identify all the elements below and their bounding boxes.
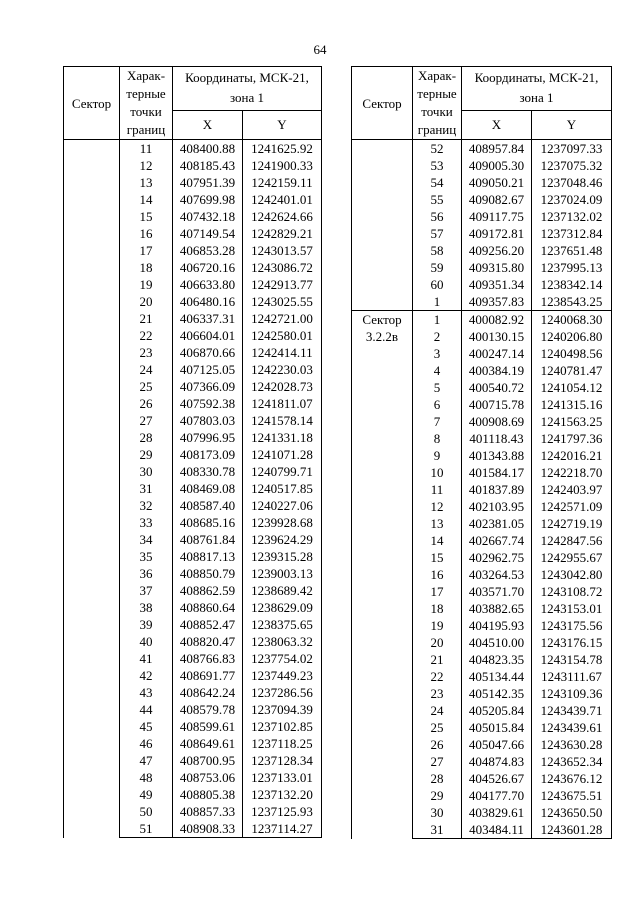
point-number-cell: 55: [413, 191, 462, 208]
y-coordinate-cell: 1237449.23: [243, 667, 322, 684]
point-number-cell: 36: [120, 565, 173, 582]
point-number-cell: 41: [120, 650, 173, 667]
x-coordinate-cell: 402962.75: [462, 549, 532, 566]
point-number-cell: 50: [120, 803, 173, 820]
y-coordinate-cell: 1237132.20: [243, 786, 322, 803]
point-number-cell: 13: [120, 174, 173, 191]
y-coordinate-cell: 1237651.48: [532, 242, 612, 259]
y-coordinate-cell: 1239928.68: [243, 514, 322, 531]
point-number-cell: 2: [413, 328, 462, 345]
table-body-left: [64, 140, 322, 838]
y-coordinate-cell: 1237995.13: [532, 259, 612, 276]
point-number-cell: 16: [120, 225, 173, 242]
y-coordinate-cell: 1237133.01: [243, 769, 322, 786]
point-number-cell: 21: [120, 310, 173, 327]
header-coords: Координаты, МСК-21, зона 1: [462, 67, 612, 111]
header-x: X: [462, 110, 532, 139]
point-number-cell: 57: [413, 225, 462, 242]
x-coordinate-cell: 408862.59: [173, 582, 243, 599]
y-coordinate-cell: 1243650.50: [532, 804, 612, 821]
x-coordinate-cell: 407996.95: [173, 429, 243, 446]
x-coordinate-cell: 404177.70: [462, 787, 532, 804]
y-coordinate-cell: 1243086.72: [243, 259, 322, 276]
point-number-cell: 11: [120, 140, 173, 158]
y-coordinate-cell: 1243042.80: [532, 566, 612, 583]
point-number-cell: 4: [413, 362, 462, 379]
x-coordinate-cell: 407125.05: [173, 361, 243, 378]
point-number-cell: 12: [413, 498, 462, 515]
y-coordinate-cell: 1238063.32: [243, 633, 322, 650]
y-coordinate-cell: 1242829.21: [243, 225, 322, 242]
y-coordinate-cell: 1241315.16: [532, 396, 612, 413]
y-coordinate-cell: 1240498.56: [532, 345, 612, 362]
x-coordinate-cell: 407366.09: [173, 378, 243, 395]
x-coordinate-cell: 409050.21: [462, 174, 532, 191]
point-number-cell: 47: [120, 752, 173, 769]
x-coordinate-cell: 400384.19: [462, 362, 532, 379]
x-coordinate-cell: 408700.95: [173, 752, 243, 769]
y-coordinate-cell: 1237118.25: [243, 735, 322, 752]
y-coordinate-cell: 1242414.11: [243, 344, 322, 361]
header-points: Харак-терные точки границ: [120, 67, 173, 140]
point-number-cell: 22: [413, 668, 462, 685]
y-coordinate-cell: 1237094.39: [243, 701, 322, 718]
y-coordinate-cell: 1238689.42: [243, 582, 322, 599]
point-number-cell: 35: [120, 548, 173, 565]
x-coordinate-cell: 401837.89: [462, 481, 532, 498]
y-coordinate-cell: 1238342.14: [532, 276, 612, 293]
x-coordinate-cell: 408820.47: [173, 633, 243, 650]
y-coordinate-cell: 1241900.33: [243, 157, 322, 174]
x-coordinate-cell: 408469.08: [173, 480, 243, 497]
x-coordinate-cell: 408957.84: [462, 140, 532, 158]
x-coordinate-cell: 406604.01: [173, 327, 243, 344]
x-coordinate-cell: 407149.54: [173, 225, 243, 242]
y-coordinate-cell: 1243439.71: [532, 702, 612, 719]
x-coordinate-cell: 403882.65: [462, 600, 532, 617]
point-number-cell: 18: [413, 600, 462, 617]
y-coordinate-cell: 1237102.85: [243, 718, 322, 735]
y-coordinate-cell: 1243013.57: [243, 242, 322, 259]
y-coordinate-cell: 1238375.65: [243, 616, 322, 633]
point-number-cell: 40: [120, 633, 173, 650]
y-coordinate-cell: 1242571.09: [532, 498, 612, 515]
y-coordinate-cell: 1241054.12: [532, 379, 612, 396]
point-number-cell: 25: [120, 378, 173, 395]
x-coordinate-cell: 408805.38: [173, 786, 243, 803]
point-number-cell: 10: [413, 464, 462, 481]
x-coordinate-cell: 408753.06: [173, 769, 243, 786]
y-coordinate-cell: 1242580.01: [243, 327, 322, 344]
table-body-right: [352, 140, 612, 839]
point-number-cell: 46: [120, 735, 173, 752]
x-coordinate-cell: 405015.84: [462, 719, 532, 736]
x-coordinate-cell: 406853.28: [173, 242, 243, 259]
y-coordinate-cell: 1242403.97: [532, 481, 612, 498]
point-number-cell: 33: [120, 514, 173, 531]
y-coordinate-cell: 1237048.46: [532, 174, 612, 191]
y-coordinate-cell: 1237312.84: [532, 225, 612, 242]
x-coordinate-cell: 402381.05: [462, 515, 532, 532]
y-coordinate-cell: 1242028.73: [243, 378, 322, 395]
x-coordinate-cell: 408587.40: [173, 497, 243, 514]
coordinates-table-right: [351, 66, 612, 839]
y-coordinate-cell: 1241625.92: [243, 140, 322, 158]
y-coordinate-cell: 1242230.03: [243, 361, 322, 378]
y-coordinate-cell: 1242913.77: [243, 276, 322, 293]
x-coordinate-cell: 407699.98: [173, 191, 243, 208]
header-coords: Координаты, МСК-21, зона 1: [173, 67, 322, 111]
x-coordinate-cell: 404526.67: [462, 770, 532, 787]
x-coordinate-cell: 404510.00: [462, 634, 532, 651]
x-coordinate-cell: 407432.18: [173, 208, 243, 225]
point-number-cell: 28: [413, 770, 462, 787]
coordinates-table-left: [63, 66, 322, 838]
y-coordinate-cell: 1243153.01: [532, 600, 612, 617]
x-coordinate-cell: 408185.43: [173, 157, 243, 174]
y-coordinate-cell: 1240206.80: [532, 328, 612, 345]
point-number-cell: 15: [413, 549, 462, 566]
y-coordinate-cell: 1239315.28: [243, 548, 322, 565]
x-coordinate-cell: 408599.61: [173, 718, 243, 735]
point-number-cell: 24: [413, 702, 462, 719]
sector-cell: [352, 140, 413, 311]
point-number-cell: 19: [413, 617, 462, 634]
point-number-cell: 29: [413, 787, 462, 804]
x-coordinate-cell: 409315.80: [462, 259, 532, 276]
x-coordinate-cell: 408852.47: [173, 616, 243, 633]
point-number-cell: 3: [413, 345, 462, 362]
y-coordinate-cell: 1243630.28: [532, 736, 612, 753]
y-coordinate-cell: 1241331.18: [243, 429, 322, 446]
point-number-cell: 11: [413, 481, 462, 498]
point-number-cell: 14: [413, 532, 462, 549]
y-coordinate-cell: 1243154.78: [532, 651, 612, 668]
point-number-cell: 54: [413, 174, 462, 191]
point-number-cell: 23: [413, 685, 462, 702]
point-number-cell: 56: [413, 208, 462, 225]
y-coordinate-cell: 1243439.61: [532, 719, 612, 736]
y-coordinate-cell: 1241797.36: [532, 430, 612, 447]
y-coordinate-cell: 1237125.93: [243, 803, 322, 820]
y-coordinate-cell: 1243175.56: [532, 617, 612, 634]
x-coordinate-cell: 408857.33: [173, 803, 243, 820]
y-coordinate-cell: 1243109.36: [532, 685, 612, 702]
point-number-cell: 42: [120, 667, 173, 684]
y-coordinate-cell: 1239003.13: [243, 565, 322, 582]
y-coordinate-cell: 1238543.25: [532, 293, 612, 311]
x-coordinate-cell: 406337.31: [173, 310, 243, 327]
y-coordinate-cell: 1242719.19: [532, 515, 612, 532]
header-sector: Сектор: [352, 67, 413, 140]
x-coordinate-cell: 408173.09: [173, 446, 243, 463]
y-coordinate-cell: 1237132.02: [532, 208, 612, 225]
point-number-cell: 25: [413, 719, 462, 736]
x-coordinate-cell: 408766.83: [173, 650, 243, 667]
point-number-cell: 38: [120, 599, 173, 616]
point-number-cell: 8: [413, 430, 462, 447]
point-number-cell: 20: [120, 293, 173, 310]
x-coordinate-cell: 404195.93: [462, 617, 532, 634]
y-coordinate-cell: 1241578.14: [243, 412, 322, 429]
x-coordinate-cell: 400082.92: [462, 311, 532, 329]
y-coordinate-cell: 1243652.34: [532, 753, 612, 770]
point-number-cell: 37: [120, 582, 173, 599]
point-number-cell: 24: [120, 361, 173, 378]
header-y: Y: [243, 110, 322, 139]
point-number-cell: 22: [120, 327, 173, 344]
x-coordinate-cell: 405205.84: [462, 702, 532, 719]
y-coordinate-cell: 1241071.28: [243, 446, 322, 463]
point-number-cell: 23: [120, 344, 173, 361]
point-number-cell: 27: [413, 753, 462, 770]
x-coordinate-cell: 408850.79: [173, 565, 243, 582]
x-coordinate-cell: 405142.35: [462, 685, 532, 702]
point-number-cell: 17: [120, 242, 173, 259]
x-coordinate-cell: 408860.64: [173, 599, 243, 616]
x-coordinate-cell: 403484.11: [462, 821, 532, 839]
point-number-cell: 31: [413, 821, 462, 839]
x-coordinate-cell: 404823.35: [462, 651, 532, 668]
point-number-cell: 39: [120, 616, 173, 633]
y-coordinate-cell: 1241811.07: [243, 395, 322, 412]
y-coordinate-cell: 1243176.15: [532, 634, 612, 651]
x-coordinate-cell: 408649.61: [173, 735, 243, 752]
x-coordinate-cell: 409082.67: [462, 191, 532, 208]
x-coordinate-cell: 408579.78: [173, 701, 243, 718]
x-coordinate-cell: 406720.16: [173, 259, 243, 276]
point-number-cell: 29: [120, 446, 173, 463]
point-number-cell: 6: [413, 396, 462, 413]
x-coordinate-cell: 408691.77: [173, 667, 243, 684]
point-number-cell: 1: [413, 311, 462, 329]
x-coordinate-cell: 409357.83: [462, 293, 532, 311]
x-coordinate-cell: 407951.39: [173, 174, 243, 191]
point-number-cell: 1: [413, 293, 462, 311]
point-number-cell: 27: [120, 412, 173, 429]
point-number-cell: 28: [120, 429, 173, 446]
x-coordinate-cell: 409256.20: [462, 242, 532, 259]
point-number-cell: 58: [413, 242, 462, 259]
point-number-cell: 60: [413, 276, 462, 293]
y-coordinate-cell: 1242955.67: [532, 549, 612, 566]
sector-cell: [64, 140, 120, 838]
y-coordinate-cell: 1237097.33: [532, 140, 612, 158]
point-number-cell: 51: [120, 820, 173, 838]
y-coordinate-cell: 1238629.09: [243, 599, 322, 616]
x-coordinate-cell: 405047.66: [462, 736, 532, 753]
y-coordinate-cell: 1237286.56: [243, 684, 322, 701]
y-coordinate-cell: 1237114.27: [243, 820, 322, 838]
x-coordinate-cell: 408330.78: [173, 463, 243, 480]
point-number-cell: 34: [120, 531, 173, 548]
x-coordinate-cell: 402667.74: [462, 532, 532, 549]
x-coordinate-cell: 401118.43: [462, 430, 532, 447]
x-coordinate-cell: 403829.61: [462, 804, 532, 821]
x-coordinate-cell: 408400.88: [173, 140, 243, 158]
y-coordinate-cell: 1243675.51: [532, 787, 612, 804]
x-coordinate-cell: 408642.24: [173, 684, 243, 701]
header-points: Харак-терные точки границ: [413, 67, 462, 140]
point-number-cell: 14: [120, 191, 173, 208]
x-coordinate-cell: 406870.66: [173, 344, 243, 361]
y-coordinate-cell: 1241563.25: [532, 413, 612, 430]
header-y: Y: [532, 110, 612, 139]
point-number-cell: 45: [120, 718, 173, 735]
point-number-cell: 5: [413, 379, 462, 396]
y-coordinate-cell: 1243108.72: [532, 583, 612, 600]
point-number-cell: 52: [413, 140, 462, 158]
table-row: [64, 140, 322, 158]
x-coordinate-cell: 401584.17: [462, 464, 532, 481]
x-coordinate-cell: 409117.75: [462, 208, 532, 225]
x-coordinate-cell: 409351.34: [462, 276, 532, 293]
point-number-cell: 49: [120, 786, 173, 803]
x-coordinate-cell: 403571.70: [462, 583, 532, 600]
x-coordinate-cell: 404874.83: [462, 753, 532, 770]
y-coordinate-cell: 1243676.12: [532, 770, 612, 787]
x-coordinate-cell: 407592.38: [173, 395, 243, 412]
point-number-cell: 32: [120, 497, 173, 514]
y-coordinate-cell: 1242401.01: [243, 191, 322, 208]
y-coordinate-cell: 1237075.32: [532, 157, 612, 174]
point-number-cell: 59: [413, 259, 462, 276]
y-coordinate-cell: 1237128.34: [243, 752, 322, 769]
header-sector: Сектор: [64, 67, 120, 140]
sector-cell: Сектор 3.2.2в: [352, 311, 413, 839]
point-number-cell: 26: [413, 736, 462, 753]
point-number-cell: 48: [120, 769, 173, 786]
x-coordinate-cell: 402103.95: [462, 498, 532, 515]
y-coordinate-cell: 1242624.66: [243, 208, 322, 225]
x-coordinate-cell: 400247.14: [462, 345, 532, 362]
point-number-cell: 26: [120, 395, 173, 412]
y-coordinate-cell: 1242721.00: [243, 310, 322, 327]
point-number-cell: 12: [120, 157, 173, 174]
x-coordinate-cell: 408908.33: [173, 820, 243, 838]
y-coordinate-cell: 1237024.09: [532, 191, 612, 208]
y-coordinate-cell: 1240068.30: [532, 311, 612, 329]
x-coordinate-cell: 401343.88: [462, 447, 532, 464]
x-coordinate-cell: 408817.13: [173, 548, 243, 565]
point-number-cell: 21: [413, 651, 462, 668]
x-coordinate-cell: 408685.16: [173, 514, 243, 531]
point-number-cell: 30: [120, 463, 173, 480]
point-number-cell: 9: [413, 447, 462, 464]
y-coordinate-cell: 1243111.67: [532, 668, 612, 685]
y-coordinate-cell: 1242159.11: [243, 174, 322, 191]
y-coordinate-cell: 1240781.47: [532, 362, 612, 379]
x-coordinate-cell: 403264.53: [462, 566, 532, 583]
point-number-cell: 17: [413, 583, 462, 600]
table-row: [352, 311, 612, 329]
x-coordinate-cell: 405134.44: [462, 668, 532, 685]
x-coordinate-cell: 400540.72: [462, 379, 532, 396]
point-number-cell: 53: [413, 157, 462, 174]
y-coordinate-cell: 1240517.85: [243, 480, 322, 497]
y-coordinate-cell: 1242016.21: [532, 447, 612, 464]
point-number-cell: 19: [120, 276, 173, 293]
y-coordinate-cell: 1240799.71: [243, 463, 322, 480]
x-coordinate-cell: 409005.30: [462, 157, 532, 174]
x-coordinate-cell: 408761.84: [173, 531, 243, 548]
point-number-cell: 15: [120, 208, 173, 225]
point-number-cell: 13: [413, 515, 462, 532]
y-coordinate-cell: 1242218.70: [532, 464, 612, 481]
point-number-cell: 7: [413, 413, 462, 430]
table-row: [352, 140, 612, 158]
point-number-cell: 31: [120, 480, 173, 497]
x-coordinate-cell: 400908.69: [462, 413, 532, 430]
y-coordinate-cell: 1243025.55: [243, 293, 322, 310]
point-number-cell: 20: [413, 634, 462, 651]
x-coordinate-cell: 406633.80: [173, 276, 243, 293]
y-coordinate-cell: 1242847.56: [532, 532, 612, 549]
x-coordinate-cell: 400130.15: [462, 328, 532, 345]
x-coordinate-cell: 406480.16: [173, 293, 243, 310]
y-coordinate-cell: 1239624.29: [243, 531, 322, 548]
x-coordinate-cell: 400715.78: [462, 396, 532, 413]
x-coordinate-cell: 407803.03: [173, 412, 243, 429]
point-number-cell: 44: [120, 701, 173, 718]
page-number: 64: [313, 42, 327, 57]
y-coordinate-cell: 1243601.28: [532, 821, 612, 839]
point-number-cell: 43: [120, 684, 173, 701]
x-coordinate-cell: 409172.81: [462, 225, 532, 242]
point-number-cell: 30: [413, 804, 462, 821]
header-x: X: [173, 110, 243, 139]
point-number-cell: 18: [120, 259, 173, 276]
y-coordinate-cell: 1237754.02: [243, 650, 322, 667]
point-number-cell: 16: [413, 566, 462, 583]
y-coordinate-cell: 1240227.06: [243, 497, 322, 514]
